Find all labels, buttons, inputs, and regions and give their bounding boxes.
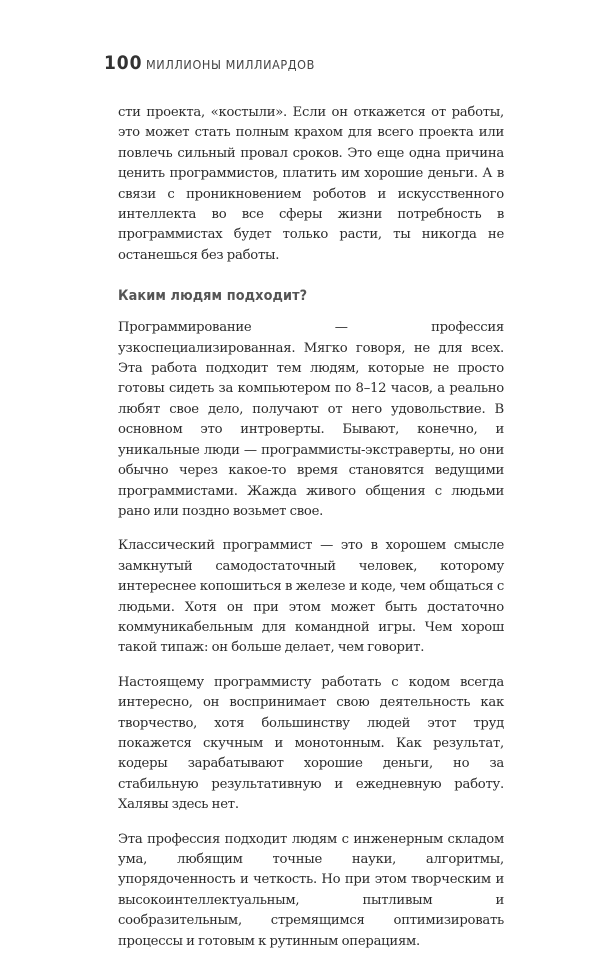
- running-head: МИЛЛИОНЫ МИЛЛИАРДОВ: [146, 57, 315, 72]
- paragraph: Программирование — профессия узкоспециализированная. Мягко говоря, не для всех. Эта работа подходит тем людям, которые не просто готовы сидеть за компьютером по 8–12 часов, а реально любят свое дело, получают от него удовольствие. В основном это интроверты. Бывают, конечно, и уникальные люди — программисты-экстраверты, но они обычно через какое-то время становятся ведущими программистами. Жажда живого общения с людьми рано или поздно возьмет свое.: [118, 320, 504, 519]
- page-header: [104, 52, 315, 74]
- paragraph-continued: сти проекта, «костыли». Если он откажется от работы, это может стать полным крахом для всего проекта или повлечь сильный провал сроков. Это еще одна причина ценить программистов, платить им хорошие деньги. А в связи с проникновением роботов и искусственного интеллекта во все сферы жизни потребность в программистах будет только расти, ты никогда не останешься без работы.: [118, 105, 504, 263]
- page-number: 100: [104, 52, 143, 74]
- paragraph: Классический программист — это в хорошем смысле замкнутый самодостаточный человек, которому интереснее копошиться в железе и коде, чем общаться с людьми. Хотя он при этом может быть достаточно коммуникабельным для командной игры. Чем хорош такой типаж: он больше делает, чем говорит.: [118, 538, 504, 656]
- paragraph: Настоящему программисту работать с кодом всегда интересно, он воспринимает свою деятельность как творчество, хотя большинству людей этот труд покажется скучным и монотонным. Как результат, кодеры зарабатывают хорошие деньги, но за стабильную результативную и ежедневную работу. Халявы здесь нет.: [118, 674, 504, 813]
- paragraph: Эта профессия подходит людям с инженерным складом ума, любящим точные науки, алгоритмы, упорядоченность и четкость. Но при этом творческим и высокоинтеллектуальным, пытливым и сообразительным, стремящимся оптимизировать процессы и готовым к рутинным операциям.: [118, 831, 504, 949]
- section-heading: Каким людям подходит?: [118, 288, 308, 305]
- page-body: [118, 103, 504, 966]
